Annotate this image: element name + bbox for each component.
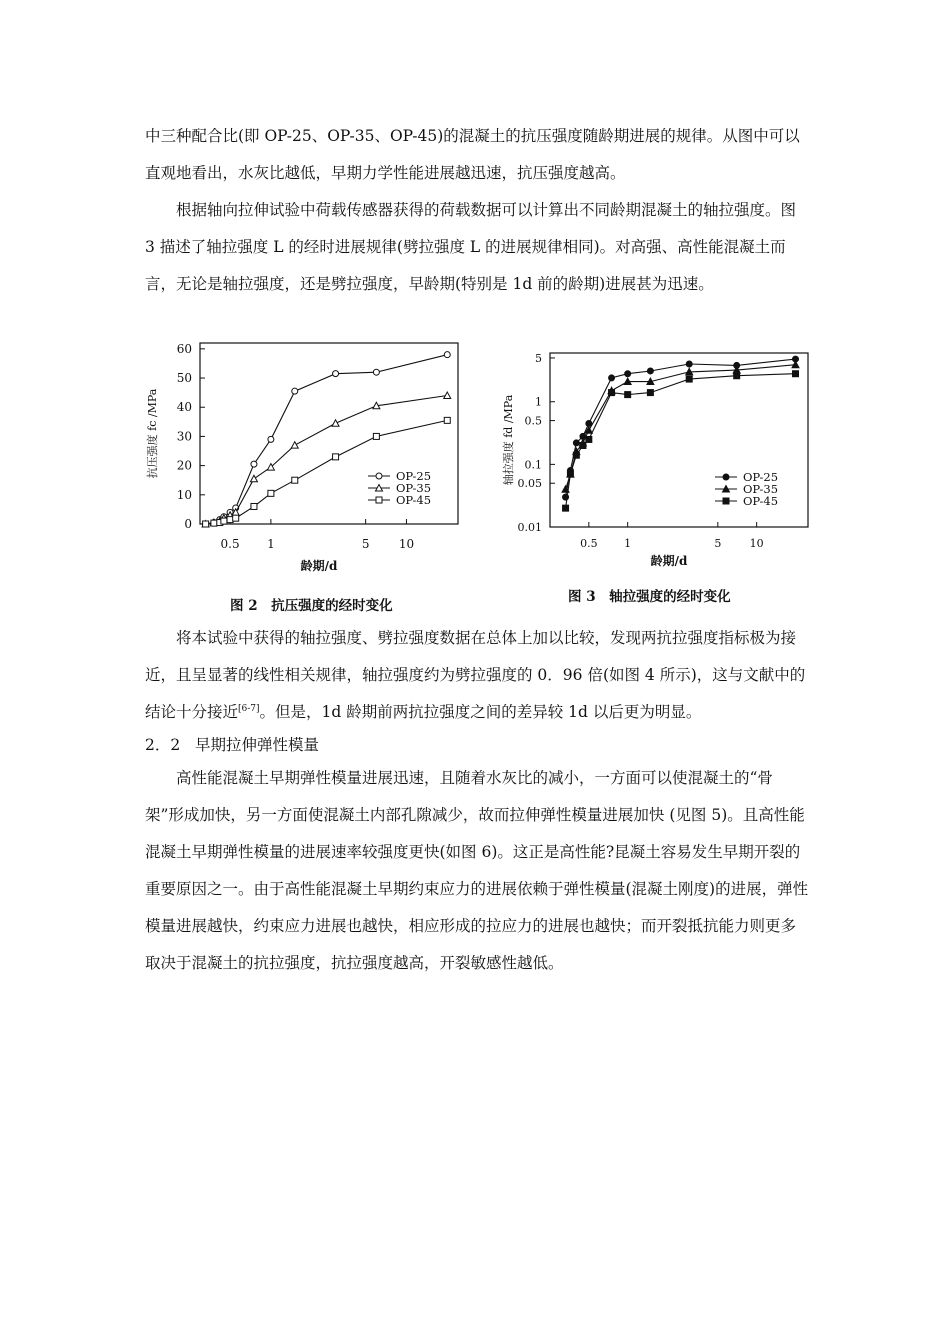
x-tick-label: 1: [267, 537, 275, 551]
data-point: [686, 361, 692, 367]
y-tick-label: 60: [176, 341, 192, 356]
figure-3-caption: 图 3 轴拉强度的经时变化: [568, 589, 731, 605]
section-heading: [145, 727, 319, 764]
data-point: [609, 375, 615, 381]
data-point: [573, 452, 579, 458]
x-tick-label: 10: [398, 537, 415, 551]
data-point: [221, 518, 227, 524]
data-point: [792, 371, 798, 377]
figure-2-caption: 图 2 抗压强度的经时变化: [230, 598, 393, 614]
legend-label: OP-45: [743, 494, 779, 508]
legend-marker: [376, 497, 382, 503]
x-tick-label: 1: [624, 537, 632, 550]
x-axis-label: 龄期/d: [650, 554, 688, 568]
y-tick-label: 10: [176, 487, 192, 502]
figure-3: [500, 340, 820, 575]
y-tick-label: 30: [176, 429, 192, 444]
legend-label: OP-25: [396, 469, 432, 483]
paragraph-2: 根据轴向拉伸试验中荷载传感器获得的荷载数据可以计算出不同龄期混凝土的轴拉强度。图 3 描述了轴拉强度 L 的经时进展规律(劈拉强度 L 的进展规律相同)。对高强、高性能混凝土而言，无论是轴拉强度，还是劈拉强度，早龄期(特别是 1d 前的龄期)进展甚为迅速。: [145, 201, 797, 293]
x-tick-label: 5: [714, 537, 722, 550]
data-point: [444, 352, 450, 358]
y-tick-label: 50: [176, 371, 192, 386]
y-tick-label: 0.5: [524, 414, 542, 428]
x-tick-label: 0.5: [220, 537, 240, 551]
data-point: [580, 443, 586, 449]
x-axis-label: 龄期/d: [300, 559, 338, 573]
data-point: [573, 440, 579, 446]
figure-2-chart: [140, 335, 470, 585]
data-point: [268, 490, 274, 496]
data-point: [233, 515, 239, 521]
section-number: 2．2: [145, 736, 181, 754]
legend-label: OP-25: [743, 470, 779, 484]
data-point: [250, 475, 257, 482]
x-tick-label: 0.5: [580, 537, 598, 550]
legend-marker: [376, 473, 382, 479]
data-point: [251, 461, 257, 467]
section-title: 早期拉伸弹性模量: [195, 736, 320, 754]
data-point: [332, 420, 339, 427]
data-point: [647, 368, 653, 374]
paragraph-3-text: 将本试验中获得的轴拉强度、劈拉强度数据在总体上加以比较，发现两抗拉强度指标极为接近，且呈显著的线性相关规律，轴拉强度约为劈拉强度的 0．96 倍(如图 4 所示)，这与文献中的结论十分接近: [145, 629, 806, 721]
figure-2: [140, 335, 470, 585]
y-tick-label: 20: [176, 458, 192, 473]
paragraph-4: 高性能混凝土早期弹性模量进展迅速，且随着水灰比的减小，一方面可以使混凝土的“骨架”形成加快，另一方面使混凝土内部孔隙减少，故而拉伸弹性模量进展加快 (见图 5)。且高性能混凝土早期弹性模量的进展速率较强度更快(如图 6)。这正是高性能?昆凝土容易发生早期开裂的重要原因之一。由于高性能混凝土早期约束应力的进展依赖于弹性模量(混凝土刚度)的进展，弹性模量进展越快，约束应力进展也越快，相应形成的拉应力的进展也越快；而开裂抵抗能力则更多取决于混凝土的抗拉强度，抗拉强度越高，开裂敏感性越低。: [145, 769, 809, 972]
data-point: [251, 503, 257, 509]
legend-label: OP-45: [396, 493, 432, 507]
paragraph-3-tail: 。但是，1d 龄期前两抗拉强度之间的差异较 1d 以后更为明显。: [259, 703, 702, 721]
data-point: [333, 454, 339, 460]
x-tick-label: 10: [749, 537, 764, 550]
figure-3-chart: [500, 340, 820, 575]
y-axis-label: 轴拉强度 fd /MPa: [502, 394, 515, 486]
data-point: [647, 390, 653, 396]
citation-ref: [6-7]: [238, 703, 260, 714]
data-point: [563, 505, 569, 511]
legend-marker: [723, 474, 729, 480]
y-tick-label: 0.05: [517, 477, 542, 491]
y-axis-label: 抗压强度 fc /MPa: [146, 388, 159, 479]
data-point: [292, 388, 298, 394]
data-point: [292, 477, 298, 483]
y-tick-label: 0.1: [524, 458, 542, 472]
data-point: [567, 471, 573, 477]
y-tick-label: 0: [184, 517, 192, 531]
x-tick-label: 5: [361, 537, 370, 551]
y-tick-label: 5: [535, 351, 542, 365]
legend-marker: [723, 498, 729, 504]
y-tick-label: 0.01: [517, 521, 542, 534]
data-point: [203, 521, 209, 527]
data-point: [586, 436, 592, 442]
paragraph-3: [145, 620, 810, 731]
data-point: [444, 417, 450, 423]
data-point: [211, 520, 217, 526]
data-point: [268, 436, 274, 442]
data-point: [291, 442, 298, 449]
data-point: [625, 392, 631, 398]
data-point: [333, 371, 339, 377]
data-point: [373, 369, 379, 375]
data-point: [625, 371, 631, 377]
data-point: [609, 390, 615, 396]
data-point: [373, 433, 379, 439]
data-point: [686, 376, 692, 382]
legend-label: OP-35: [396, 481, 432, 495]
y-tick-label: 1: [535, 395, 542, 409]
data-point: [227, 517, 233, 523]
paragraph-1: 中三种配合比(即 OP-25、OP-35、OP-45)的混凝土的抗压强度随龄期进展的规律。从图中可以直观地看出，水灰比越低，早期力学性能进展越迅速，抗压强度越高。: [145, 127, 800, 182]
data-point: [444, 392, 451, 399]
data-point: [734, 373, 740, 379]
legend-label: OP-35: [743, 482, 779, 496]
y-tick-label: 40: [176, 400, 192, 415]
